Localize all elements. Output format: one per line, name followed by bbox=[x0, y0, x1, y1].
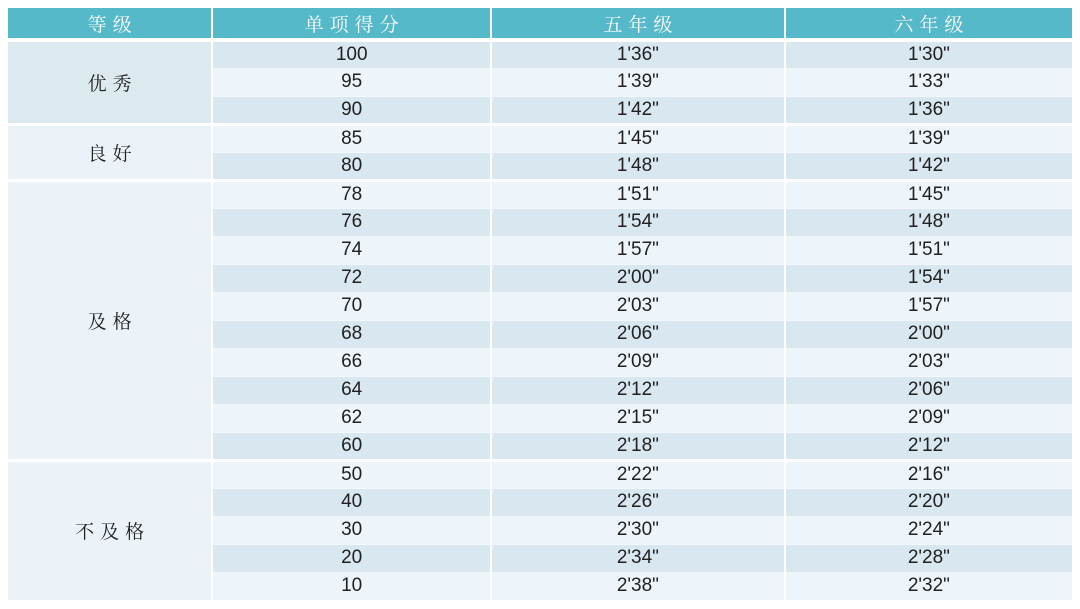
grade5-time-cell: 2'03" bbox=[491, 292, 785, 320]
table-row bbox=[8, 124, 1072, 152]
grade5-time-cell: 2'22" bbox=[491, 460, 785, 488]
grade6-time-cell: 1'33" bbox=[785, 68, 1072, 96]
grade6-time-cell: 1'42" bbox=[785, 152, 1072, 180]
grade5-time-cell: 2'38" bbox=[491, 572, 785, 600]
grade6-column-header: 六年级 bbox=[785, 8, 1072, 40]
score-cell: 78 bbox=[212, 180, 491, 208]
grade6-time-cell: 2'06" bbox=[785, 376, 1072, 404]
grade6-time-cell: 1'30" bbox=[785, 40, 1072, 68]
grade5-column-header: 五年级 bbox=[491, 8, 785, 40]
grade5-time-cell: 2'06" bbox=[491, 320, 785, 348]
score-cell: 62 bbox=[212, 404, 491, 432]
grade6-time-cell: 2'20" bbox=[785, 488, 1072, 516]
score-cell: 80 bbox=[212, 152, 491, 180]
grade5-time-cell: 2'26" bbox=[491, 488, 785, 516]
score-cell: 40 bbox=[212, 488, 491, 516]
grade6-time-cell: 1'54" bbox=[785, 264, 1072, 292]
grade5-time-cell: 2'12" bbox=[491, 376, 785, 404]
grade5-time-cell: 1'36" bbox=[491, 40, 785, 68]
score-cell: 20 bbox=[212, 544, 491, 572]
grade6-time-cell: 1'48" bbox=[785, 208, 1072, 236]
score-cell: 70 bbox=[212, 292, 491, 320]
grade-group-cell: 及格 bbox=[8, 180, 212, 460]
grade6-time-cell: 2'09" bbox=[785, 404, 1072, 432]
grade6-time-cell: 1'36" bbox=[785, 96, 1072, 124]
grade6-time-cell: 2'00" bbox=[785, 320, 1072, 348]
table-row bbox=[8, 460, 1072, 488]
table-body bbox=[8, 40, 1072, 600]
grade6-time-cell: 2'03" bbox=[785, 348, 1072, 376]
table-row bbox=[8, 180, 1072, 208]
grade6-time-cell: 1'39" bbox=[785, 124, 1072, 152]
score-cell: 90 bbox=[212, 96, 491, 124]
grade5-time-cell: 1'48" bbox=[491, 152, 785, 180]
grade-column-header: 等级 bbox=[8, 8, 212, 40]
header-row bbox=[8, 8, 1072, 40]
score-cell: 85 bbox=[212, 124, 491, 152]
grade6-time-cell: 2'28" bbox=[785, 544, 1072, 572]
grade5-time-cell: 2'09" bbox=[491, 348, 785, 376]
grade5-time-cell: 2'34" bbox=[491, 544, 785, 572]
grade5-time-cell: 1'42" bbox=[491, 96, 785, 124]
score-cell: 50 bbox=[212, 460, 491, 488]
score-table bbox=[8, 8, 1072, 600]
score-cell: 30 bbox=[212, 516, 491, 544]
grade5-time-cell: 2'15" bbox=[491, 404, 785, 432]
score-cell: 76 bbox=[212, 208, 491, 236]
grade6-time-cell: 2'32" bbox=[785, 572, 1072, 600]
score-cell: 64 bbox=[212, 376, 491, 404]
score-cell: 100 bbox=[212, 40, 491, 68]
grade5-time-cell: 1'45" bbox=[491, 124, 785, 152]
score-cell: 95 bbox=[212, 68, 491, 96]
score-cell: 74 bbox=[212, 236, 491, 264]
table-row bbox=[8, 40, 1072, 68]
grade-group-cell: 不及格 bbox=[8, 460, 212, 600]
grade5-time-cell: 2'00" bbox=[491, 264, 785, 292]
score-cell: 10 bbox=[212, 572, 491, 600]
grade5-time-cell: 2'30" bbox=[491, 516, 785, 544]
grade6-time-cell: 2'24" bbox=[785, 516, 1072, 544]
score-cell: 72 bbox=[212, 264, 491, 292]
score-cell: 60 bbox=[212, 432, 491, 460]
grade6-time-cell: 1'51" bbox=[785, 236, 1072, 264]
grade-group-cell: 良好 bbox=[8, 124, 212, 180]
table-header bbox=[8, 8, 1072, 40]
score-cell: 68 bbox=[212, 320, 491, 348]
grade6-time-cell: 2'12" bbox=[785, 432, 1072, 460]
grade6-time-cell: 2'16" bbox=[785, 460, 1072, 488]
grade5-time-cell: 1'39" bbox=[491, 68, 785, 96]
grade5-time-cell: 1'57" bbox=[491, 236, 785, 264]
grade5-time-cell: 1'51" bbox=[491, 180, 785, 208]
grade6-time-cell: 1'57" bbox=[785, 292, 1072, 320]
grade5-time-cell: 2'18" bbox=[491, 432, 785, 460]
grade-group-cell: 优秀 bbox=[8, 40, 212, 124]
score-column-header: 单项得分 bbox=[212, 8, 491, 40]
grade6-time-cell: 1'45" bbox=[785, 180, 1072, 208]
score-cell: 66 bbox=[212, 348, 491, 376]
grade5-time-cell: 1'54" bbox=[491, 208, 785, 236]
